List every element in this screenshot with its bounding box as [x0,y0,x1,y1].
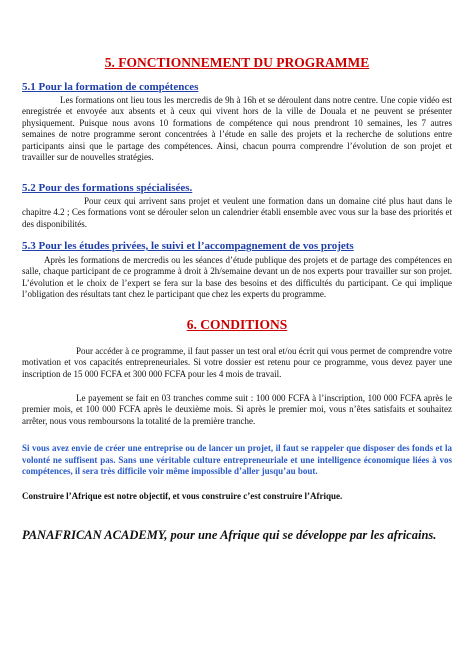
section-5-1-text: Les formations ont lieu tous les mercredis de 9h à 16h et se déroulent dans notre centre. Une copie vidéo est enregistrée et envoyée aux absents et à ceux qui vivent hors de la ville de Douala et ne peuvent se présenter physiquement. Puisque nous avons 10 formations de compétence qui nous prendront 10 semaines, les 7 autres semaines de notre programme seront concentrées à l’étude en salle des projets et la recherche de solutions entre participants ainsi que le partage des compétences. Ainsi, chacun pourra comprendre l’évolution de son projet et travailler sur de nouvelles stratégies. [22,95,452,163]
section-5-2-text: Pour ceux qui arrivent sans projet et veulent une formation dans un domaine cité plus haut dans le chapitre 4.2 ; Ces formations vont se dérouler selon un calendrier établi ensemble avec vous sur la base des priorités et des disponibilités. [22,196,452,229]
section-5-2-heading: 5.2 Pour des formations spécialisées. [22,182,193,194]
closing-statement: Construire l’Afrique est notre objectif, et vous construire c’est construire l’Afrique. [22,491,343,501]
section-5-3-text: Après les formations de mercredis ou les séances d’étude publique des projets et de partage des compétences en salle, chaque participant de ce programme à droit à 2h/semaine devant un de nos experts pour travailler sur son projet. L’évolution et le choix de l’expert se fera sur la base des besoins et des difficultés du participant. Ce qui implique l’obligation des résultats tant chez le participant que chez les experts du programme. [22,255,452,300]
academy-slogan: PANAFRICAN ACADEMY, pour une Afrique qui se développe par les africains. [22,528,437,542]
section-5-3-heading: 5.3 Pour les études privées, le suivi et l’accompagnement de vos projets [22,240,354,252]
conditions-paragraph-1: Pour accéder à ce programme, il faut passer un test oral et/ou écrit qui vous permet de comprendre votre motivation et vos capacités entrepreneuriales. Si votre dossier est retenu pour ce programme, vous devez payer une inscription de 15 000 FCFA et 300 000 FCFA pour les 4 mois de travail. [22,346,452,379]
section-5-title: 5. FONCTIONNEMENT DU PROGRAMME [104,55,370,70]
section-6-title: 6. CONDITIONS [186,317,288,332]
conditions-paragraph-2: Le payement se fait en 03 tranches comme suit : 100 000 FCFA à l’inscription, 100 000 FCFA après le premier mois, et 100 000 FCFA après le deuxième mois. Si après le premier moi, vous n’êtes satisfaits et souhaitez arrêter, nous vous remboursons la totalité de la première tranche. [22,393,452,426]
section-5-1-heading: 5.1 Pour la formation de compétences [22,81,199,93]
highlight-paragraph: Si vous avez envie de créer une entreprise ou de lancer un projet, il faut se rappeler que disposer des fonds et la volonté ne suffisent pas. Sans une véritable culture entrepreneuriale et une intelligence économique liées à vos compétences, il sera très difficile voir même impossible d’aller jusqu’au bout. [22,443,452,477]
